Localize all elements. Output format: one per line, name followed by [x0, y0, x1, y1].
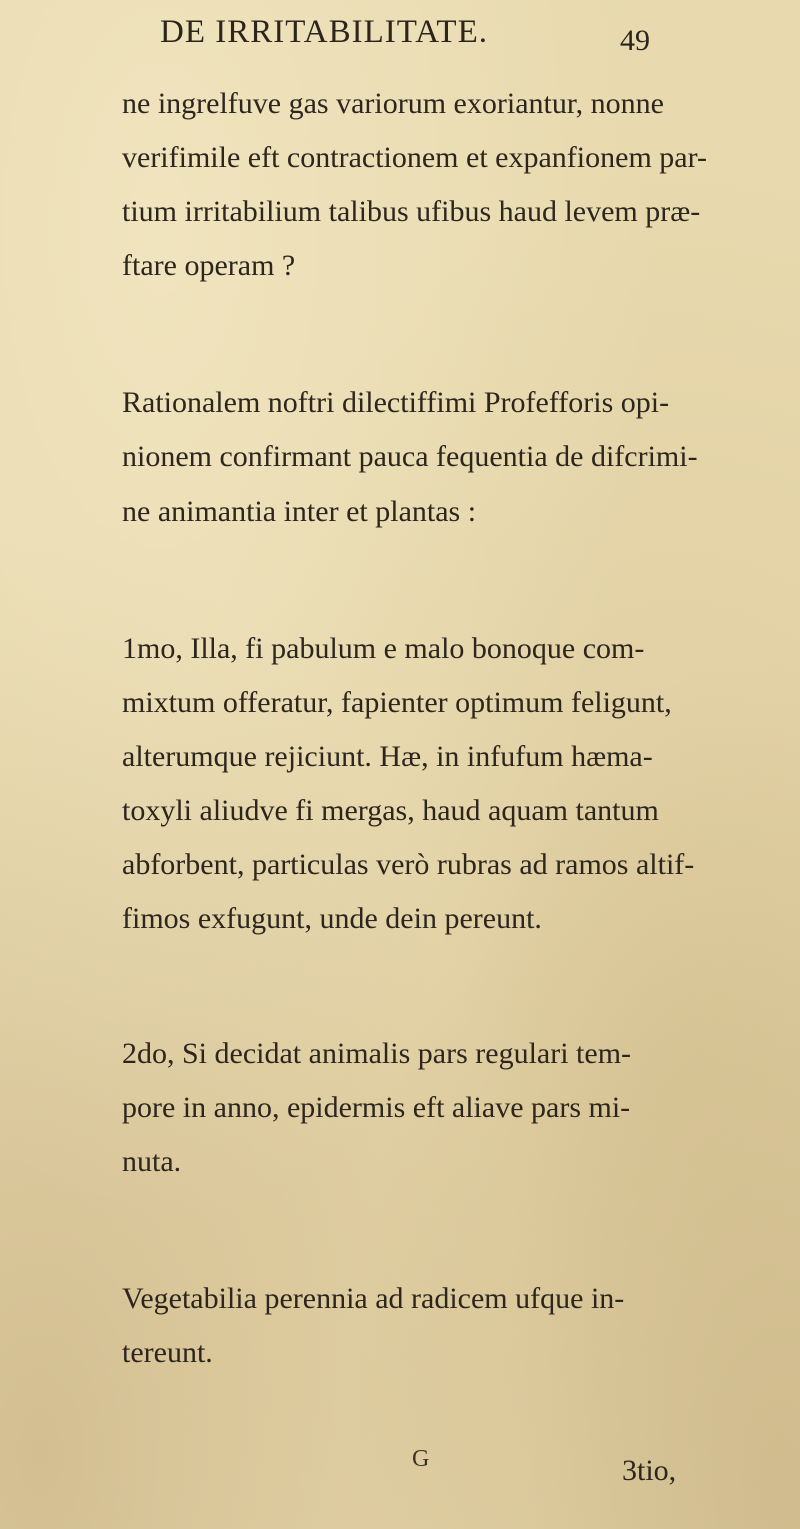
text-line: tium irritabilium talibus ufibus haud levem præ-: [122, 195, 701, 228]
running-title: DE IRRITABILITATE.: [160, 14, 488, 50]
text-line: toxyli aliudve fi mergas, haud aquam tantum: [122, 794, 659, 827]
text-line: alterumque rejiciunt. Hæ, in infufum hæma-: [122, 740, 653, 773]
text-line: ne ingrelfuve gas variorum exoriantur, nonne: [122, 87, 664, 120]
text-line: verifimile eft contractionem et expanfionem par-: [122, 141, 707, 174]
text-line: pore in anno, epidermis eft aliave pars mi-: [122, 1091, 631, 1124]
text-line: 1mo, Illa, fi pabulum e malo bonoque com-: [122, 632, 645, 665]
text-line: nionem confirmant pauca fequentia de difcrimi-: [122, 440, 698, 473]
text-line: fimos exfugunt, unde dein pereunt.: [122, 902, 542, 935]
text-line: abforbent, particulas verò rubras ad ramos altif-: [122, 848, 695, 881]
text-line: ftare operam ?: [122, 249, 296, 282]
page-number: 49: [620, 24, 650, 57]
text-line: Vegetabilia perennia ad radicem ufque in-: [122, 1282, 625, 1315]
text-line: nuta.: [122, 1145, 182, 1178]
signature-mark: G: [412, 1446, 430, 1472]
text-line: ne animantia inter et plantas :: [122, 495, 477, 528]
text-line: mixtum offeratur, fapienter optimum feligunt,: [122, 686, 672, 719]
text-line: Rationalem noftri dilectiffimi Profefforis opi-: [122, 386, 670, 419]
text-line: tereunt.: [122, 1336, 213, 1369]
catchword: 3tio,: [622, 1454, 677, 1487]
text-line: 2do, Si decidat animalis pars regulari tem-: [122, 1037, 632, 1070]
